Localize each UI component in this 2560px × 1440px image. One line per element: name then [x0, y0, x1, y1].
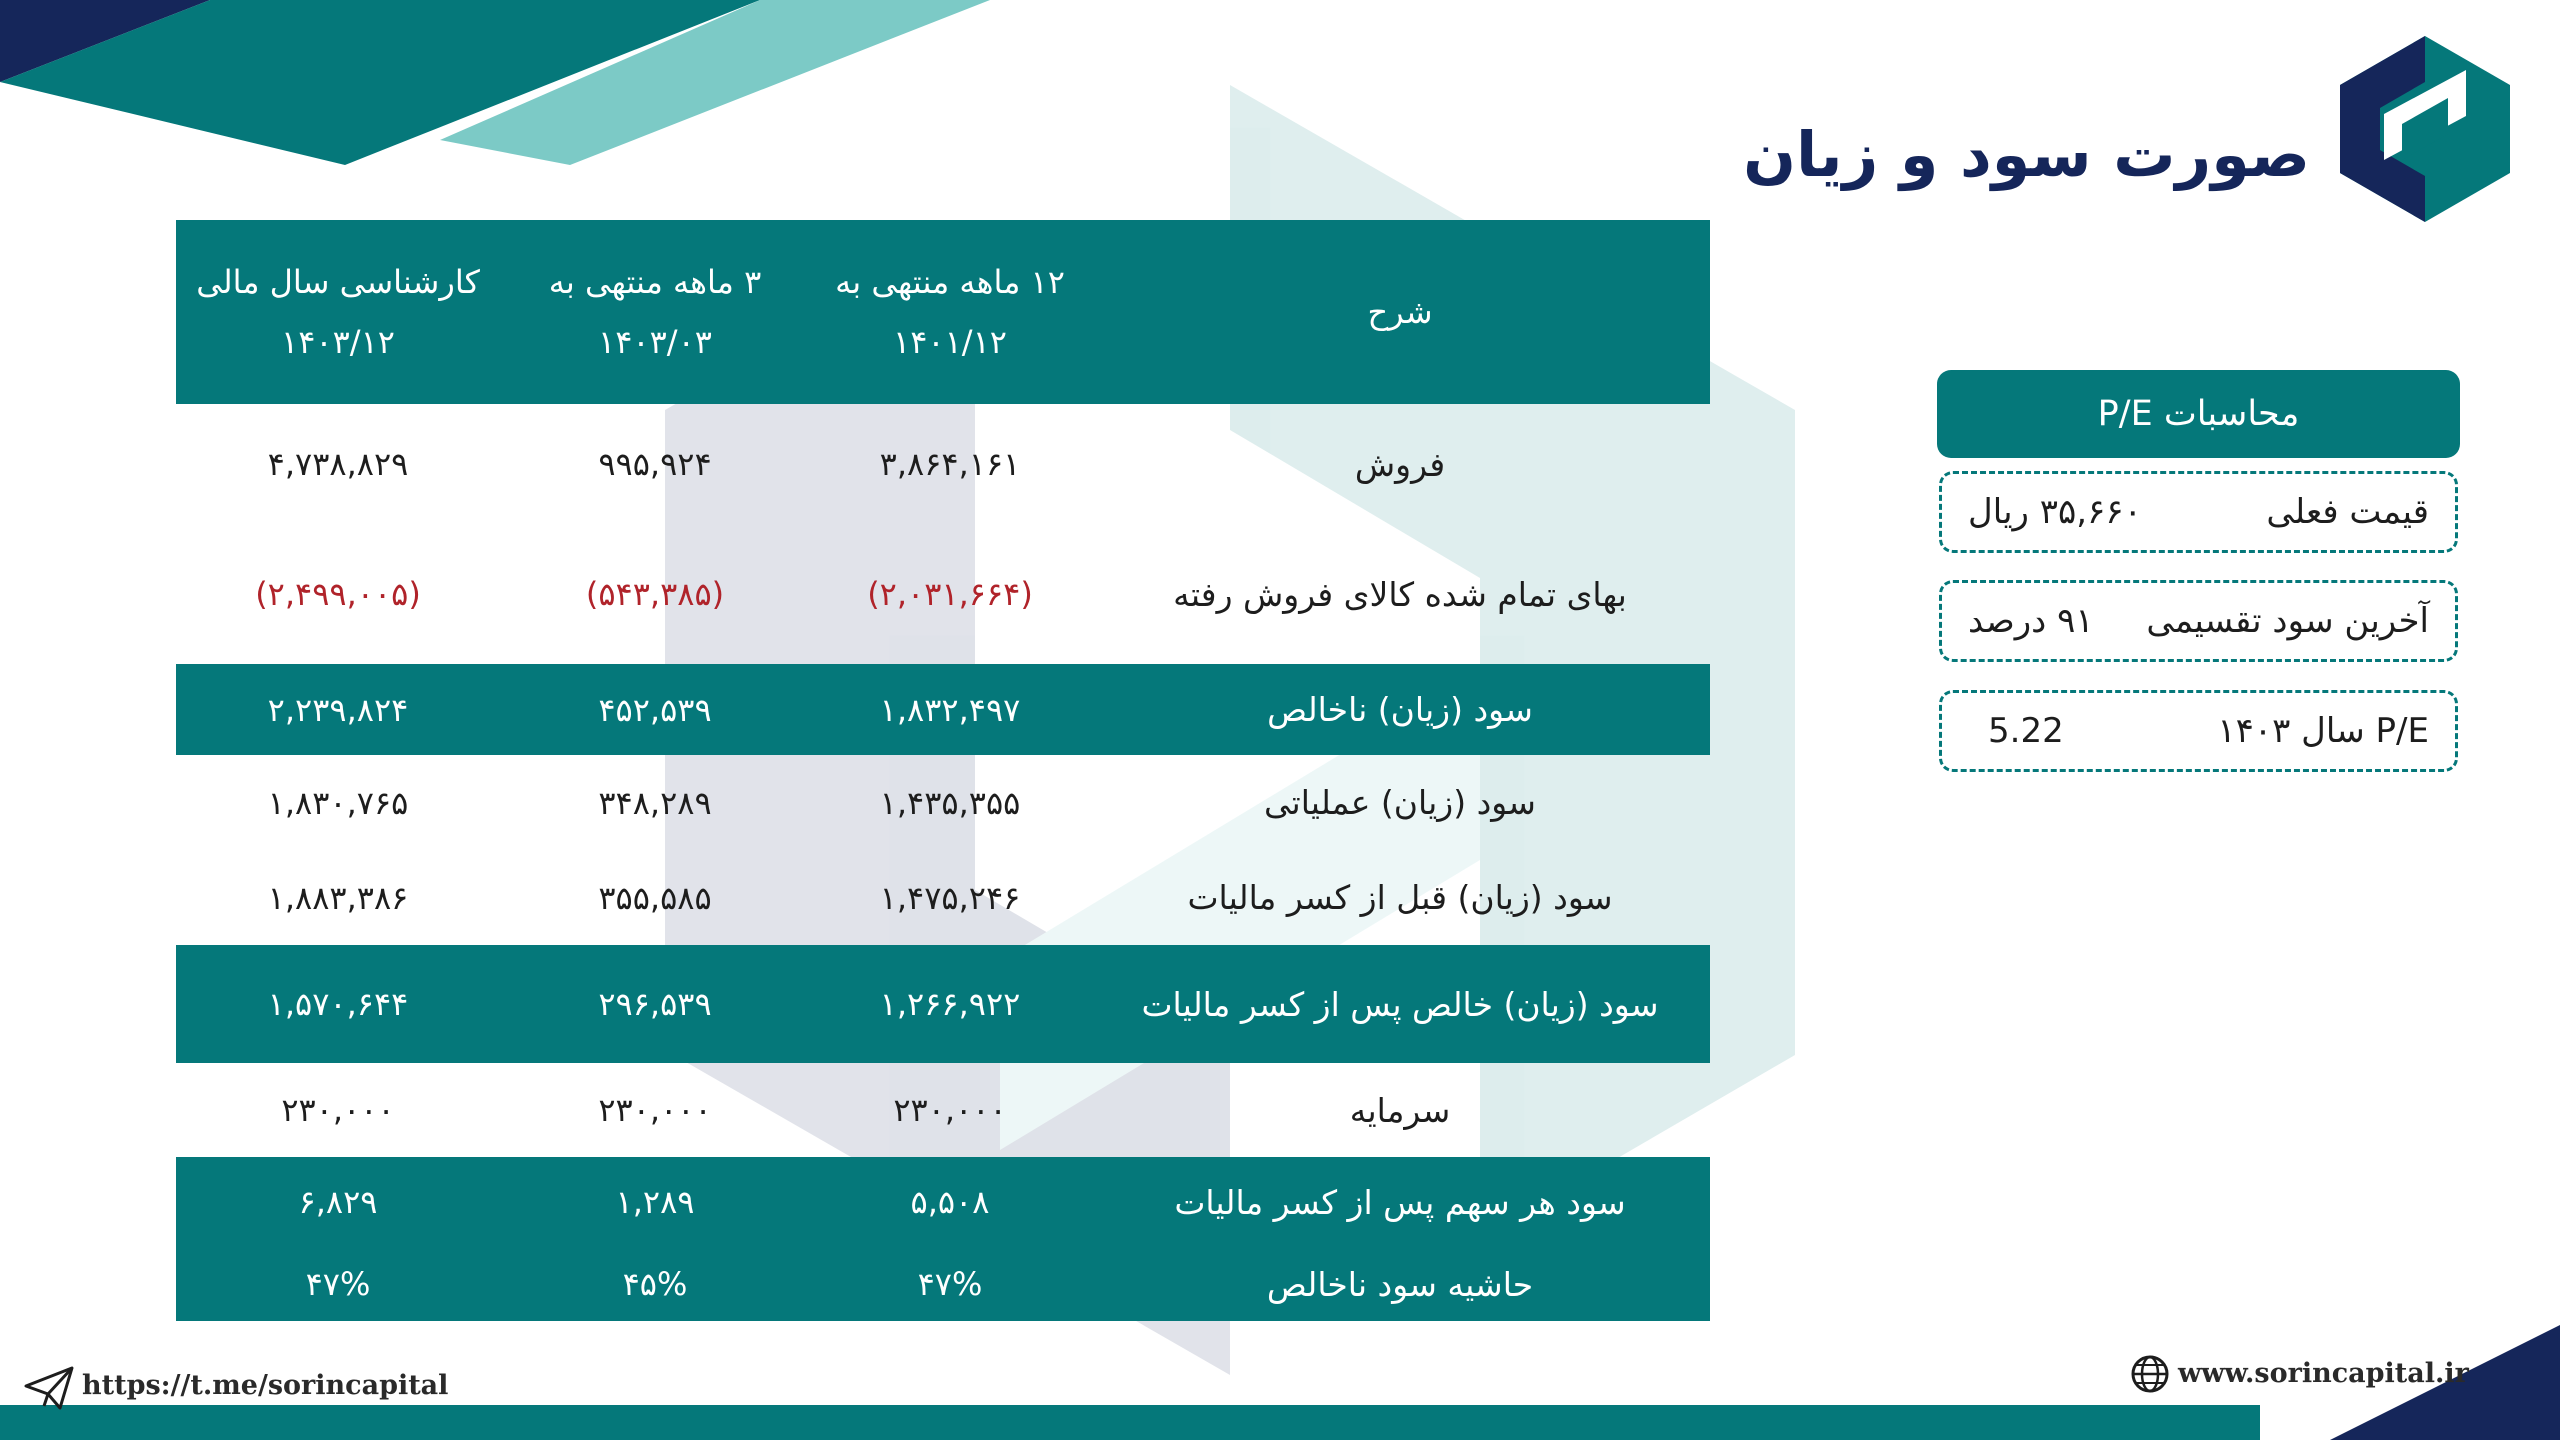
header-3-month-date: ۱۴۰۳/۰۳ — [598, 323, 712, 361]
row-label: بهای تمام شده کالای فروش رفته — [1173, 574, 1627, 614]
table-row-highlight — [176, 1157, 1710, 1247]
header-12-month-title: ۱۲ ماهه منتهی به — [835, 263, 1065, 301]
pe-last-dividend — [1939, 580, 2458, 662]
header-12-month-date: ۱۴۰۱/۱۲ — [893, 323, 1007, 361]
row-value: ۲۹۶,۵۳۹ — [598, 985, 712, 1023]
row-value-negative: (۲,۴۹۹,۰۰۵) — [255, 575, 421, 613]
pe-panel-title: محاسبات P/E — [1937, 370, 2460, 458]
table-row-highlight — [176, 945, 1710, 1063]
logo-icon — [2340, 36, 2510, 222]
row-value: ۳,۸۶۴,۱۶۱ — [879, 445, 1021, 483]
row-value: ۱,۲۸۹ — [615, 1183, 695, 1221]
row-value: ۹۹۵,۹۲۴ — [598, 445, 712, 483]
table-row — [176, 404, 1710, 524]
row-value: ۲۳۰,۰۰۰ — [893, 1091, 1007, 1129]
pe-last-dividend-value: ۹۱ درصد — [1968, 601, 2094, 641]
table-row — [176, 524, 1710, 664]
pe-current-price-value: ۳۵,۶۶۰ ریال — [1968, 492, 2142, 532]
row-value: ۵,۵۰۸ — [910, 1183, 990, 1221]
row-value: ۱,۸۸۳,۳۸۶ — [267, 878, 409, 917]
row-label: سود (زیان) خالص پس از کسر مالیات — [1141, 984, 1659, 1024]
row-value: ۴۵% — [622, 1265, 688, 1303]
row-value: ۱,۴۷۵,۲۴۶ — [879, 878, 1021, 917]
row-value-negative: (۵۴۳,۳۸۵) — [585, 575, 725, 613]
header-description-label: شرح — [1367, 293, 1433, 331]
globe-icon — [2130, 1354, 2170, 1394]
row-value: ۱,۲۶۶,۹۲۲ — [879, 985, 1021, 1023]
table-row — [176, 755, 1710, 850]
row-value: ۴,۷۳۸,۸۲۹ — [267, 445, 409, 483]
pe-ratio — [1939, 690, 2458, 772]
row-label: سود (زیان) ناخالص — [1267, 690, 1533, 729]
pe-ratio-label: P/E سال ۱۴۰۳ — [2217, 711, 2429, 751]
pe-ratio-value: 5.22 — [1988, 711, 2064, 751]
row-value: ۴۷% — [305, 1265, 371, 1303]
table-row — [176, 1063, 1710, 1157]
row-value: ۲۳۰,۰۰۰ — [281, 1091, 395, 1129]
row-label: سود (زیان) قبل از کسر مالیات — [1187, 878, 1613, 917]
telegram-link[interactable]: https://t.me/sorincapital — [82, 1370, 449, 1401]
income-statement-table — [176, 220, 1710, 1321]
website-link[interactable]: www.sorincapital.ir — [2178, 1358, 2469, 1389]
pe-current-price-label: قیمت فعلی — [2266, 492, 2429, 532]
row-value: ۱,۵۷۰,۶۴۴ — [267, 985, 409, 1023]
pe-last-dividend-label: آخرین سود تقسیمی — [2146, 601, 2429, 641]
row-value: ۲,۲۳۹,۸۲۴ — [267, 690, 409, 729]
table-row-highlight — [176, 1247, 1710, 1321]
row-value: ۱,۴۳۵,۳۵۵ — [879, 783, 1021, 822]
row-value: ۱,۸۳۲,۴۹۷ — [879, 690, 1021, 729]
row-value-negative: (۲,۰۳۱,۶۶۴) — [867, 575, 1033, 613]
header-forecast-title: کارشناسی سال مالی — [196, 263, 480, 301]
row-label: سود هر سهم پس از کسر مالیات — [1174, 1182, 1626, 1222]
row-label: حاشیه سود ناخالص — [1266, 1264, 1534, 1304]
row-value: ۱,۸۳۰,۷۶۵ — [267, 783, 409, 822]
table-header-row — [176, 220, 1710, 404]
row-value: ۴۵۲,۵۳۹ — [598, 690, 712, 729]
row-label: سود (زیان) عملیاتی — [1264, 783, 1536, 822]
paper-plane-icon — [24, 1366, 74, 1410]
row-value: ۳۵۵,۵۸۵ — [598, 878, 712, 917]
row-label: سرمایه — [1349, 1090, 1451, 1130]
row-value: ۴۷% — [917, 1265, 983, 1303]
row-value: ۶,۸۲۹ — [298, 1183, 378, 1221]
row-value: ۳۴۸,۲۸۹ — [598, 783, 712, 822]
row-value: ۲۳۰,۰۰۰ — [598, 1091, 712, 1129]
header-3-month — [500, 252, 810, 372]
header-12-month — [810, 252, 1090, 372]
table-row-highlight — [176, 664, 1710, 755]
header-forecast-date: ۱۴۰۳/۱۲ — [281, 323, 395, 361]
pe-current-price — [1939, 471, 2458, 553]
header-description — [1090, 282, 1710, 342]
row-label: فروش — [1354, 444, 1446, 484]
table-row — [176, 850, 1710, 945]
header-3-month-title: ۳ ماهه منتهی به — [548, 263, 762, 301]
header-forecast — [176, 252, 500, 372]
page-title: صورت سود و زیان — [1743, 118, 2310, 191]
